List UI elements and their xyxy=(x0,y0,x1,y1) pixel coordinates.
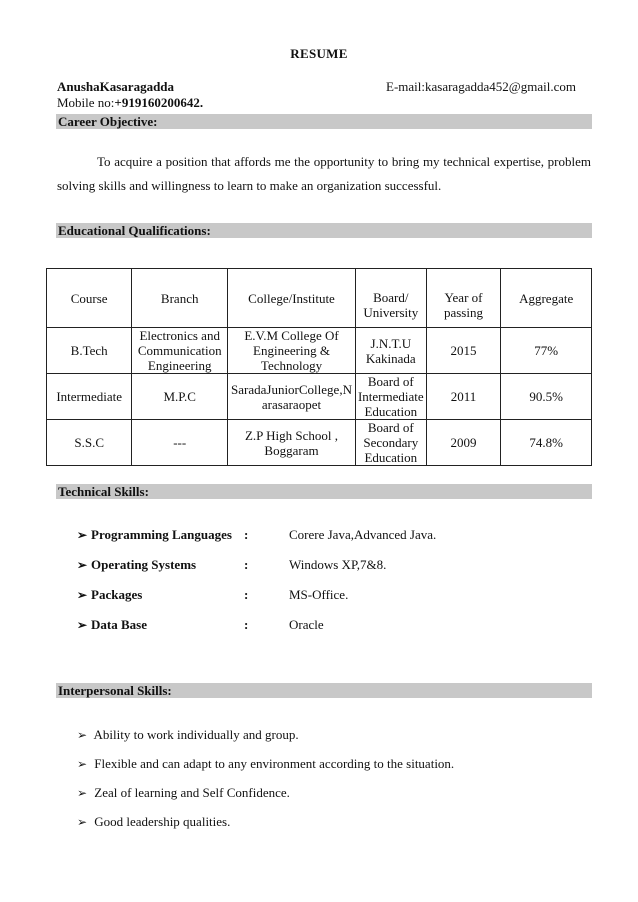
list-item xyxy=(77,557,577,587)
skill-label: ➢ Data Base xyxy=(77,617,147,632)
skill-value: Oracle xyxy=(289,617,324,632)
list-item xyxy=(77,785,454,814)
table-cell: Intermediate xyxy=(47,374,132,420)
interpersonal-skill-text: Flexible and can adapt to any environment according to the situation. xyxy=(94,756,455,771)
arrow-bullet-icon: ➢ xyxy=(77,815,88,829)
table-cell: M.P.C xyxy=(132,374,228,420)
arrow-bullet-icon: ➢ xyxy=(77,558,88,572)
table-row xyxy=(47,374,592,420)
skill-value: MS-Office. xyxy=(289,587,349,602)
mobile-line xyxy=(57,95,203,111)
skill-label: ➢ Programming Languages xyxy=(77,527,232,542)
table-cell: Electronics and Communication Engineering xyxy=(132,328,228,374)
table-header-cell: College/Institute xyxy=(228,269,356,328)
table-header-cell: Board/ University xyxy=(355,269,426,328)
table-cell: E.V.M College Of Engineering & Technology xyxy=(228,328,356,374)
resume-title: RESUME xyxy=(290,46,348,61)
education-heading: Educational Qualifications: xyxy=(56,223,592,238)
arrow-bullet-icon: ➢ xyxy=(77,757,88,771)
career-objective-text: To acquire a position that affords me the opportunity to bring my technical expertise, problem solving skills and willingness to learn to make an organization successful. xyxy=(57,154,591,193)
table-header-cell: Aggregate xyxy=(501,269,592,328)
education-table xyxy=(46,268,592,466)
list-item xyxy=(77,727,454,756)
skill-value: Corere Java,Advanced Java. xyxy=(289,527,437,542)
candidate-name: AnushaKasaragadda xyxy=(57,79,175,94)
list-item xyxy=(77,617,577,647)
list-item xyxy=(77,527,577,557)
table-cell: --- xyxy=(132,420,228,466)
arrow-bullet-icon: ➢ xyxy=(77,728,88,742)
table-cell: S.S.C xyxy=(47,420,132,466)
table-cell: Board of Secondary Education xyxy=(355,420,426,466)
table-header-cell: Branch xyxy=(132,269,228,328)
skill-colon: : xyxy=(244,587,249,602)
list-item xyxy=(77,587,577,617)
table-cell: 74.8% xyxy=(501,420,592,466)
table-cell: J.N.T.U Kakinada xyxy=(355,328,426,374)
skill-colon: : xyxy=(244,527,249,542)
table-header-cell: Course xyxy=(47,269,132,328)
table-cell: 2011 xyxy=(426,374,501,420)
list-item xyxy=(77,814,454,843)
skill-label: ➢ Operating Systems xyxy=(77,557,197,572)
table-header-row xyxy=(47,269,592,328)
interpersonal-skill-text: Ability to work individually and group. xyxy=(93,727,299,742)
table-header-cell: Year of passing xyxy=(426,269,501,328)
interpersonal-skill-text: Good leadership qualities. xyxy=(94,814,231,829)
technical-skills-list xyxy=(77,527,577,647)
skill-label: ➢ Packages xyxy=(77,587,143,602)
arrow-bullet-icon: ➢ xyxy=(77,588,88,602)
table-cell: 2015 xyxy=(426,328,501,374)
table-cell: Board of Intermediate Education xyxy=(355,374,426,420)
skill-value: Windows XP,7&8. xyxy=(289,557,387,572)
table-cell: B.Tech xyxy=(47,328,132,374)
interpersonal-skill-text: Zeal of learning and Self Confidence. xyxy=(94,785,290,800)
email-value: kasaragadda452@gmail.com xyxy=(425,79,576,94)
arrow-bullet-icon: ➢ xyxy=(77,618,88,632)
mobile-label: Mobile no: xyxy=(57,95,115,110)
skill-colon: : xyxy=(244,557,249,572)
arrow-bullet-icon: ➢ xyxy=(77,528,88,542)
table-cell: 77% xyxy=(501,328,592,374)
career-objective-heading: Career Objective: xyxy=(56,114,592,129)
email-line xyxy=(386,79,576,95)
table-cell: 90.5% xyxy=(501,374,592,420)
skill-colon: : xyxy=(244,617,249,632)
table-cell: SaradaJuniorCollege,N arasaraopet xyxy=(228,374,356,420)
mobile-value: +919160200642. xyxy=(114,95,204,110)
email-label: E-mail: xyxy=(386,79,425,94)
technical-skills-heading: Technical Skills: xyxy=(56,484,592,499)
table-cell: 2009 xyxy=(426,420,501,466)
interpersonal-skills-list xyxy=(77,727,454,843)
table-row xyxy=(47,420,592,466)
interpersonal-skills-heading: Interpersonal Skills: xyxy=(56,683,592,698)
table-row xyxy=(47,328,592,374)
arrow-bullet-icon: ➢ xyxy=(77,786,88,800)
list-item xyxy=(77,756,454,785)
table-cell: Z.P High School , Boggaram xyxy=(228,420,356,466)
